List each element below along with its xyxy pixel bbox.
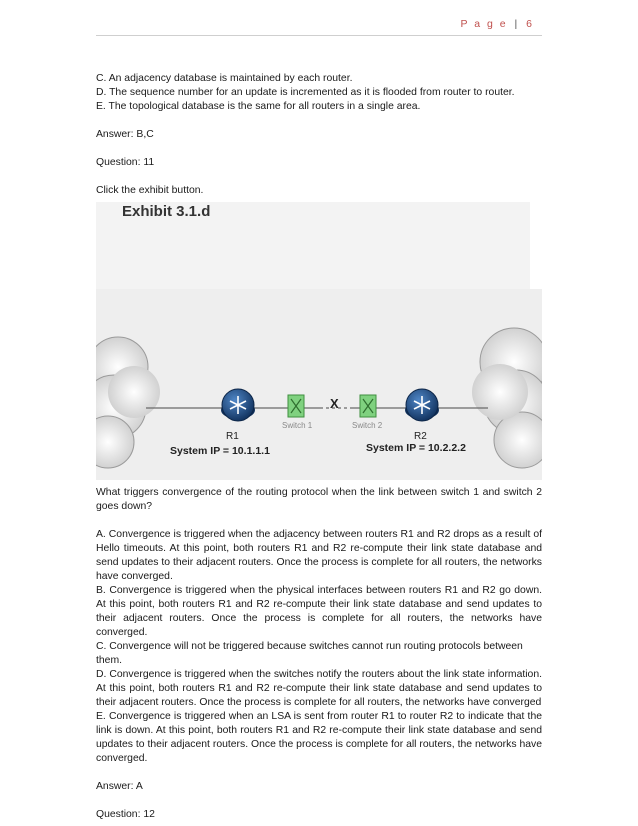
page-header <box>460 18 534 30</box>
switch-1-label: Switch 1 <box>282 421 313 430</box>
instruction-text: Click the exhibit button. <box>96 185 204 196</box>
r1-system-ip: System IP = 10.1.1.1 <box>170 445 270 457</box>
exhibit-title: Exhibit 3.1.d <box>122 203 211 220</box>
document-body <box>96 72 542 822</box>
header-rule <box>96 35 542 36</box>
exhibit-figure <box>96 202 542 480</box>
option-e: E. Convergence is triggered when an LSA is sent from router R1 to router R2 to indicate that the link is down. At this point, both routers R1 and R2 re-compute their link state database and send updates to their adjacent routers. Once the process is complete for all routers, the networks have converged. <box>96 711 542 764</box>
option-line-e: E. The topological database is the same for all routers in a single area. <box>96 101 421 112</box>
option-c: C. Convergence will not be triggered because switches cannot run routing protocols between them. <box>96 641 523 666</box>
option-line-d: D. The sequence number for an update is incremented as it is flooded from router to router. <box>96 87 515 98</box>
switch-1-icon <box>288 395 304 417</box>
router-r2-icon <box>405 389 439 421</box>
question-heading: Question: 11 <box>96 157 155 168</box>
switch-2-label: Switch 2 <box>352 421 383 430</box>
option-b: B. Convergence is triggered when the physical interfaces between routers R1 and R2 go down. At this point, both routers R1 and R2 re-compute their link state database and send updates to their adjacent routers. Once the process is complete for all routers, the networks have converged. <box>96 585 542 638</box>
question-text: What triggers convergence of the routing protocol when the link between switch 1 and switch 2 goes down? <box>96 487 542 512</box>
switch-2-icon <box>360 395 376 417</box>
network-diagram <box>96 202 542 480</box>
r2-label: R2 <box>414 431 427 442</box>
r1-label: R1 <box>226 431 239 442</box>
option-line-c: C. An adjacency database is maintained by each router. <box>96 73 353 84</box>
answer-text: Answer: A <box>96 781 143 792</box>
question-heading: Question: 12 <box>96 809 155 820</box>
answer-text: Answer: B,C <box>96 129 154 140</box>
page-number: 6 <box>526 18 534 30</box>
router-r1-icon <box>221 389 255 421</box>
page-word: P a g e <box>460 18 508 30</box>
option-d: D. Convergence is triggered when the switches notify the routers about the link state information. At this point, both routers R1 and R2 re-compute their link state database and send updates to their adjacent routers. Once the process is complete for all routers, the networks have converged <box>96 669 542 708</box>
page-separator: | <box>514 18 520 30</box>
r2-system-ip: System IP = 10.2.2.2 <box>366 442 466 454</box>
link-break-marker: X <box>330 396 339 411</box>
option-a: A. Convergence is triggered when the adjacency between routers R1 and R2 drops as a result of Hello timeouts. At this point, both routers R1 and R2 re-compute their link state database and send updates to their adjacent routers. Once the process is complete for all routers, the networks have converged. <box>96 529 542 582</box>
